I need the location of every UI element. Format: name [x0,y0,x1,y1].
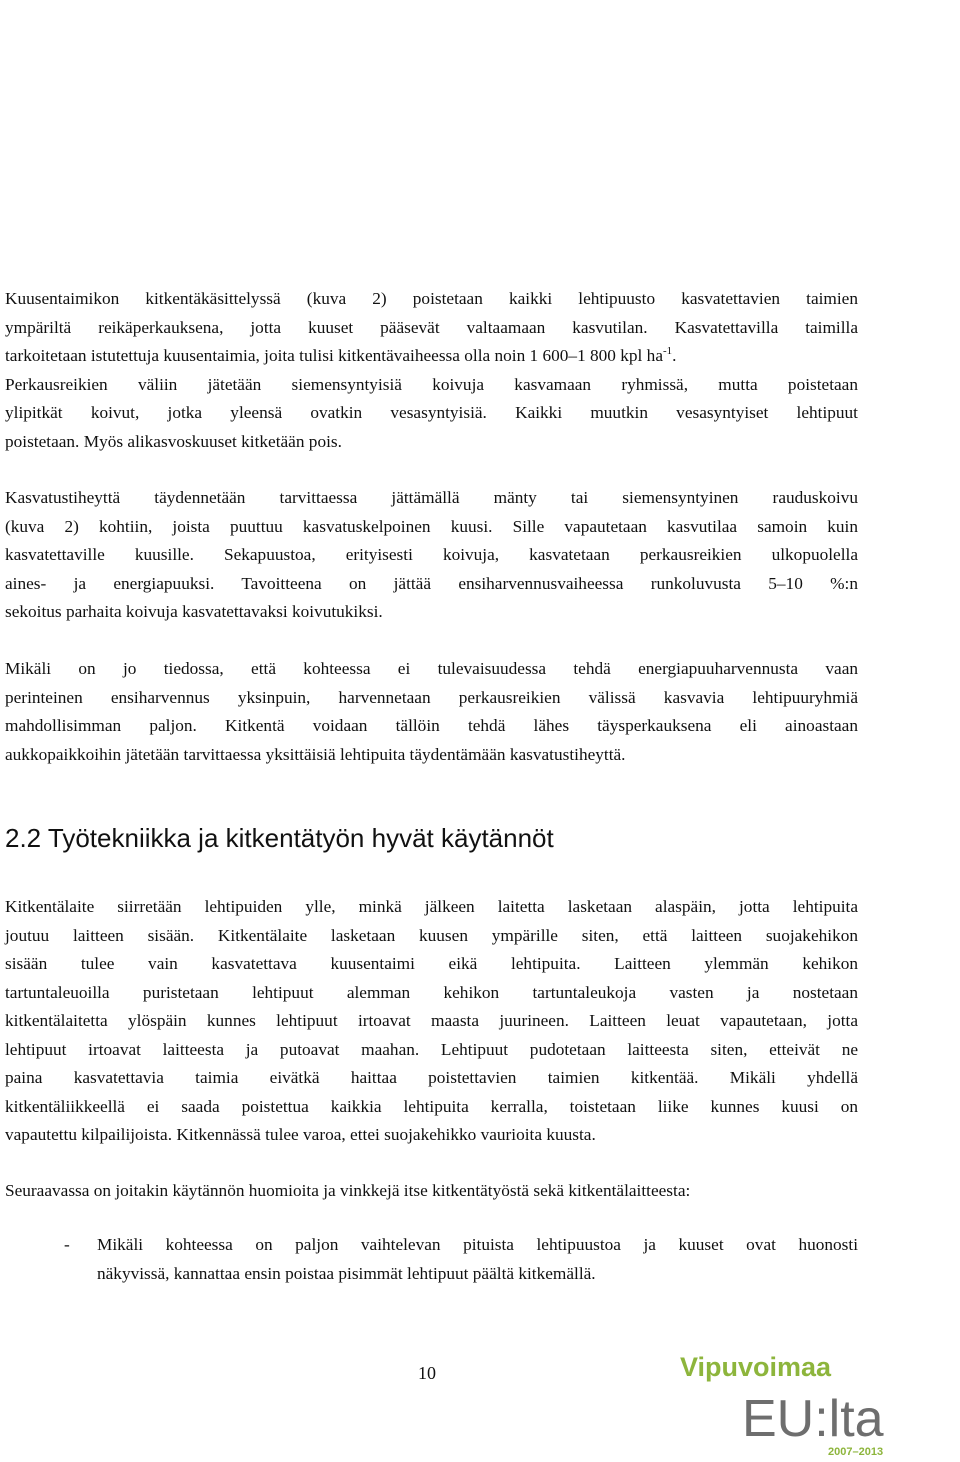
paragraph-line: lehtipuut irtoavat laitteesta ja putoavat maahan. Lehtipuut pudotetaan laitteesta siten, etteivät ne [5,1039,858,1059]
superscript: -1 [663,345,673,357]
paragraph-line: (kuva 2) kohtiin, joista puuttuu kasvatuskelpoinen kuusi. Sille vapautetaan kasvutilaa samoin kuin [5,516,858,536]
vipuvoimaa-eu-logo [678,1352,918,1457]
paragraph-line: paina kasvatettavia taimia eivätkä haittaa poistettavien taimien kitkentää. Mikäli yhdellä [5,1068,858,1087]
paragraph-2 [5,484,858,627]
paragraph-line: Kasvatustiheyttä täydennetään tarvittaessa jättämällä mänty tai siemensyntyinen rauduskoivu [5,488,858,507]
bullet-marker: - [64,1235,70,1254]
paragraph-line: Perkausreikien väliin jätetään siemensyntyisiä koivuja kasvamaan ryhmissä, mutta poistetaan [5,374,858,394]
paragraph-line: kasvatettaville kuusille. Sekapuustoa, erityisesti koivuja, kasvatetaan perkausreikien ulkopuolella [5,545,858,564]
paragraph-line: Kitkentälaite siirretään lehtipuiden ylle, minkä jälkeen laitetta lasketaan alaspäin, jotta lehtipuita [5,897,858,916]
paragraph-4 [5,893,858,1150]
page-number: 10 [418,1363,436,1383]
paragraph-line: joutuu laitteen sisään. Kitkentälaite lasketaan kuusen ympärille siten, että laitteen suojakehikon [5,925,858,945]
paragraph-line: ylipitkät koivut, jotka yleensä ovatkin vesasyntyisiä. Kaikki muutkin vesasyntyiset lehtipuut [5,403,858,422]
paragraph-line: kitkentäliikkeellä ei saada poistettua kaikkia lehtipuita kerralla, toistetaan liike kunnes kuusi on [5,1096,858,1116]
paragraph-line: aines- ja energiapuuksi. Tavoitteena on jättää ensiharvennusvaiheessa runkoluvusta 5–10 %:n [5,573,858,593]
paragraph-line: Mikäli on jo tiedossa, että kohteessa ei tulevaisuudessa tehdä energiapuuharvennusta vaan [5,659,858,678]
paragraph-line: poistetaan. Myös alikasvoskuuset kitketään pois. [5,431,342,451]
logo-years: 2007–2013 [828,1446,884,1457]
logo-line2: EU:lta [742,1390,884,1448]
paragraph-3 [5,655,858,769]
bullet-line: näkyvissä, kannattaa ensin poistaa pisimmät lehtipuut päältä kitkemällä. [97,1263,596,1283]
bullet-line: Mikäli kohteessa on paljon vaihtelevan pituista lehtipuustoa ja kuuset ovat huonosti [97,1235,858,1254]
paragraph-line: tarkoitetaan istutettuja kuusentaimia, joita tulisi kitkentävaiheessa olla noin 1 600–1 800 kpl $ha^{-1}$. [5,345,677,365]
paragraph-1 [5,285,858,456]
paragraph-line: sisään tulee vain kasvatettava kuusentaimi eikä lehtipuita. Laitteen ylemmän kehikon [5,954,858,973]
paragraph-line: sekoitus parhaita koivuja kasvatettavaksi koivutukiksi. [5,602,383,621]
logo-line1: Vipuvoimaa [680,1352,832,1382]
paragraph-line: vapautettu kilpailijoista. Kitkennässä tulee varoa, ettei suojakehikko vaurioita kuusta. [5,1125,596,1144]
section-heading: 2.2 Työtekniikka ja kitkentätyön hyvät käytännöt [5,823,554,853]
paragraph-5 [5,1177,858,1206]
bullet-item [97,1231,858,1288]
paragraph-line: Kuusentaimikon kitkentäkäsittelyssä (kuva 2) poistetaan kaikki lehtipuusto kasvatettavien taimien [5,289,858,308]
paragraph-line: aukkopaikkoihin jätetään tarvittaessa yksittäisiä lehtipuita täydentämään kasvatustiheyttä. [5,744,626,764]
paragraph-line: Seuraavassa on joitakin käytännön huomioita ja vinkkejä itse kitkentätyöstä sekä kitkentälaitteesta: [5,1181,691,1200]
paragraph-line: perinteinen ensiharvennus yksinpuin, harvennetaan perkausreikien välissä kasvavia lehtipuuryhmiä [5,687,858,707]
paragraph-line: ympäriltä reikäperkauksena, jotta kuuset pääsevät valtaamaan kasvutilan. Kasvatettavilla taimilla [5,317,858,337]
paragraph-line: mahdollisimman paljon. Kitkentä voidaan tällöin tehdä lähes täysperkauksena eli ainoastaan [5,716,858,735]
paragraph-line: kitkentälaitetta ylöspäin kunnes lehtipuut irtoavat maasta juurineen. Laitteen leuat vapautetaan, jotta [5,1011,858,1030]
paragraph-line: tartuntaleuoilla puristetaan lehtipuut alemman kehikon tartuntaleukoja vasten ja nostetaan [5,982,858,1002]
